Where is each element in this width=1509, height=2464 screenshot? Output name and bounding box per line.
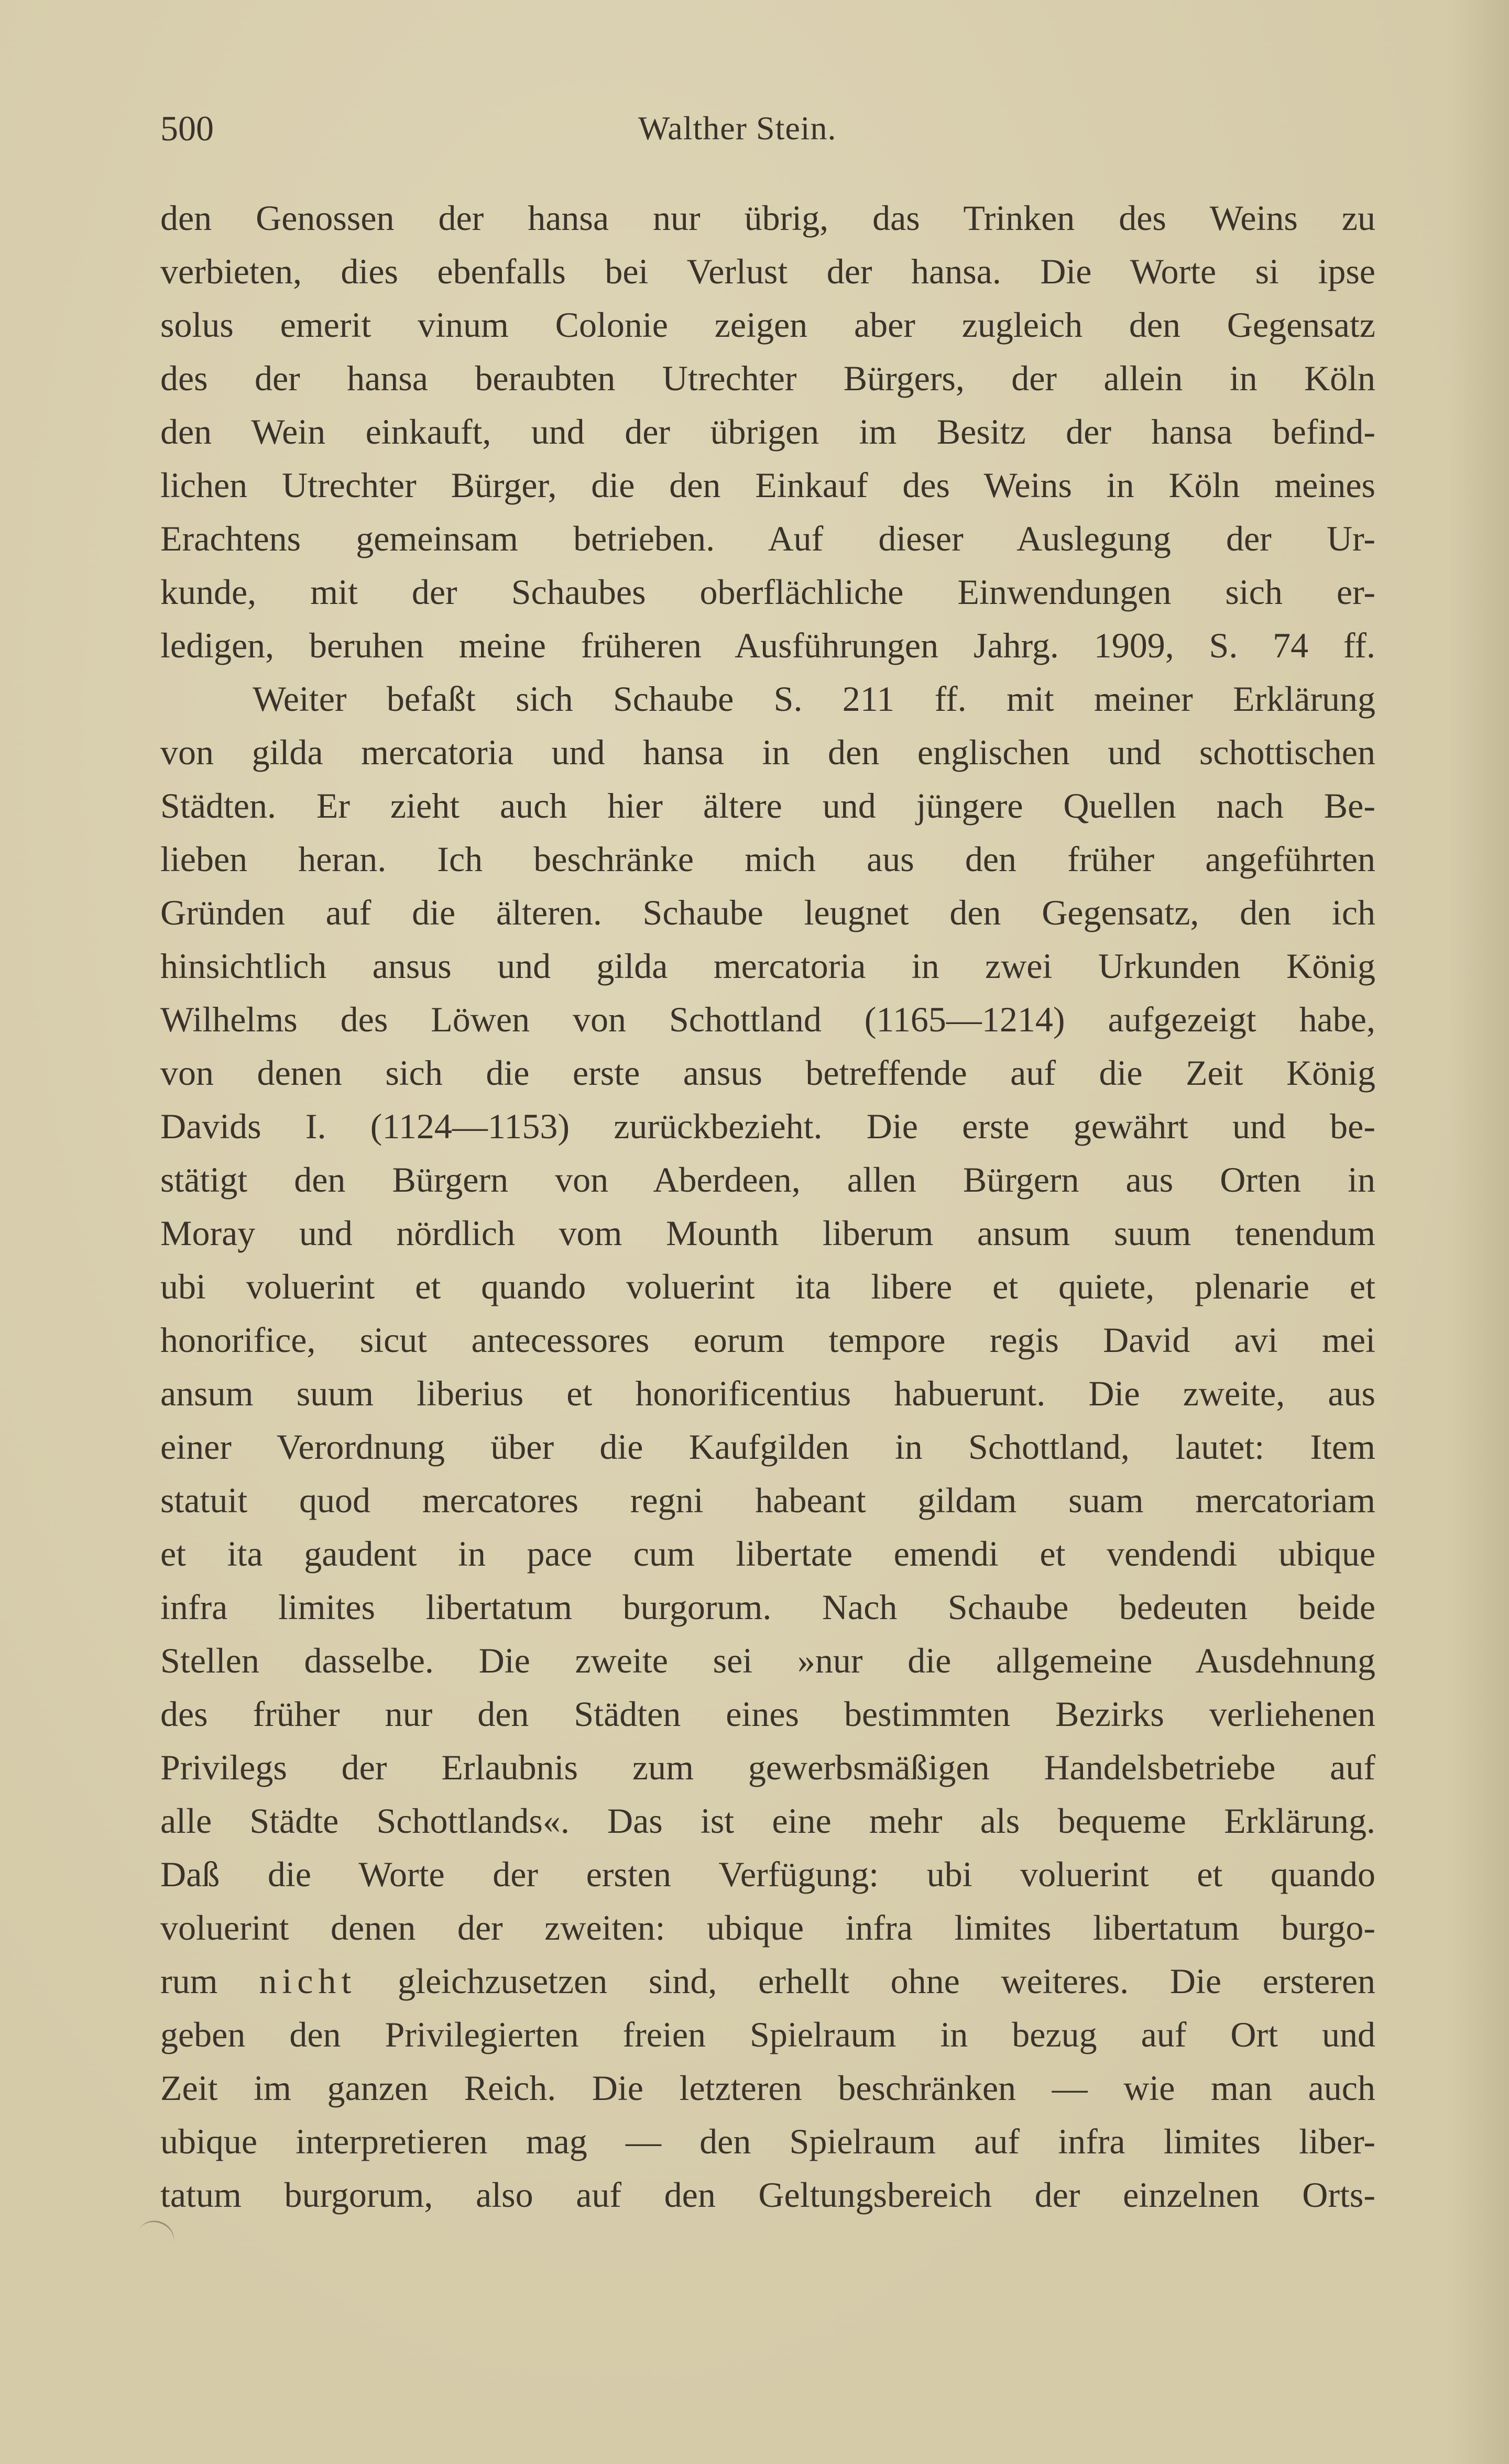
body-text	[160, 191, 1375, 2221]
text-line: voluerint denen der zweiten: ubique infra limites libertatum burgo-	[160, 1908, 1375, 1948]
text-line: statuit quod mercatores regni habeant gildam suam mercatoriam	[160, 1480, 1375, 1520]
line-rest: gleichzusetzen sind, erhellt ohne weiteres. Die ersteren	[356, 1961, 1375, 2001]
text-line: Daß die Worte der ersten Verfügung: ubi voluerint et quando	[160, 1854, 1375, 1894]
page-number: 500	[160, 108, 214, 148]
text-line: verbieten, dies ebenfalls bei Verlust der hansa. Die Worte si ipse	[160, 251, 1375, 291]
text-line: Zeit im ganzen Reich. Die letzteren beschränken — wie man auch	[160, 2068, 1375, 2108]
text-line-with-emphasis	[160, 1954, 1375, 2008]
running-head: Walther Stein.	[638, 109, 837, 147]
line-start: rum	[160, 1961, 259, 2001]
text-line: et ita gaudent in pace cum libertate emendi et vendendi ubique	[160, 1534, 1375, 1574]
text-line: Moray und nördlich vom Mounth liberum ansum suum tenendum	[160, 1213, 1375, 1253]
paragraph-start-line: Weiter befaßt sich Schaube S. 211 ff. mit meiner Erklärung	[253, 679, 1375, 719]
text-line: des der hansa beraubten Utrechter Bürgers, der allein in Köln	[160, 358, 1375, 398]
text-line: tatum burgorum, also auf den Geltungsbereich der einzelnen Orts-	[160, 2175, 1375, 2215]
text-line: honorifice, sicut antecessores eorum tempore regis David avi mei	[160, 1320, 1375, 1360]
text-line: den Wein einkauft, und der übrigen im Besitz der hansa befind-	[160, 412, 1375, 452]
text-line: alle Städte Schottlands«. Das ist eine mehr als bequeme Erklärung.	[160, 1801, 1375, 1841]
text-line: Davids I. (1124—1153) zurückbezieht. Die erste gewährt und be-	[160, 1106, 1375, 1146]
text-line: Wilhelms des Löwen von Schottland (1165—1214) aufgezeigt habe,	[160, 999, 1375, 1039]
text-line: Städten. Er zieht auch hier ältere und jüngere Quellen nach Be-	[160, 786, 1375, 826]
text-line: Stellen dasselbe. Die zweite sei »nur die allgemeine Ausdehnung	[160, 1641, 1375, 1680]
text-line: Erachtens gemeinsam betrieben. Auf dieser Auslegung der Ur-	[160, 519, 1375, 558]
text-line: von denen sich die erste ansus betreffende auf die Zeit König	[160, 1053, 1375, 1093]
text-line: hinsichtlich ansus und gilda mercatoria in zwei Urkunden König	[160, 946, 1375, 986]
page-header	[160, 105, 1375, 152]
text-line: den Genossen der hansa nur übrig, das Trinken des Weins zu	[160, 198, 1375, 238]
text-line: infra limites libertatum burgorum. Nach Schaube bedeuten beide	[160, 1587, 1375, 1627]
text-line: Privilegs der Erlaubnis zum gewerbsmäßigen Handelsbetriebe auf	[160, 1747, 1375, 1787]
text-line: kunde, mit der Schaubes oberflächliche Einwendungen sich er-	[160, 572, 1375, 612]
text-line: lichen Utrechter Bürger, die den Einkauf des Weins in Köln meines	[160, 465, 1375, 505]
text-line: geben den Privilegierten freien Spielraum in bezug auf Ort und	[160, 2015, 1375, 2054]
text-line: stätigt den Bürgern von Aberdeen, allen Bürgern aus Orten in	[160, 1160, 1375, 1200]
text-line: von gilda mercatoria und hansa in den englischen und schottischen	[160, 732, 1375, 772]
spaced-emphasis: nicht	[259, 1961, 357, 2001]
text-line: des früher nur den Städten eines bestimmten Bezirks verliehenen	[160, 1694, 1375, 1734]
text-line: ubique interpretieren mag — den Spielraum auf infra limites liber-	[160, 2121, 1375, 2161]
text-line: ledigen, beruhen meine früheren Ausführungen Jahrg. 1909, S. 74 ff.	[160, 625, 1375, 665]
text-line: Gründen auf die älteren. Schaube leugnet den Gegensatz, den ich	[160, 893, 1375, 932]
text-line: solus emerit vinum Colonie zeigen aber zugleich den Gegensatz	[160, 305, 1375, 345]
paper-mark	[133, 2216, 178, 2259]
text-line: lieben heran. Ich beschränke mich aus den früher angeführten	[160, 839, 1375, 879]
text-line: ansum suum liberius et honorificentius habuerunt. Die zweite, aus	[160, 1373, 1375, 1413]
text-line: einer Verordnung über die Kaufgilden in Schottland, lautet: Item	[160, 1427, 1375, 1467]
text-line: ubi voluerint et quando voluerint ita libere et quiete, plenarie et	[160, 1267, 1375, 1306]
